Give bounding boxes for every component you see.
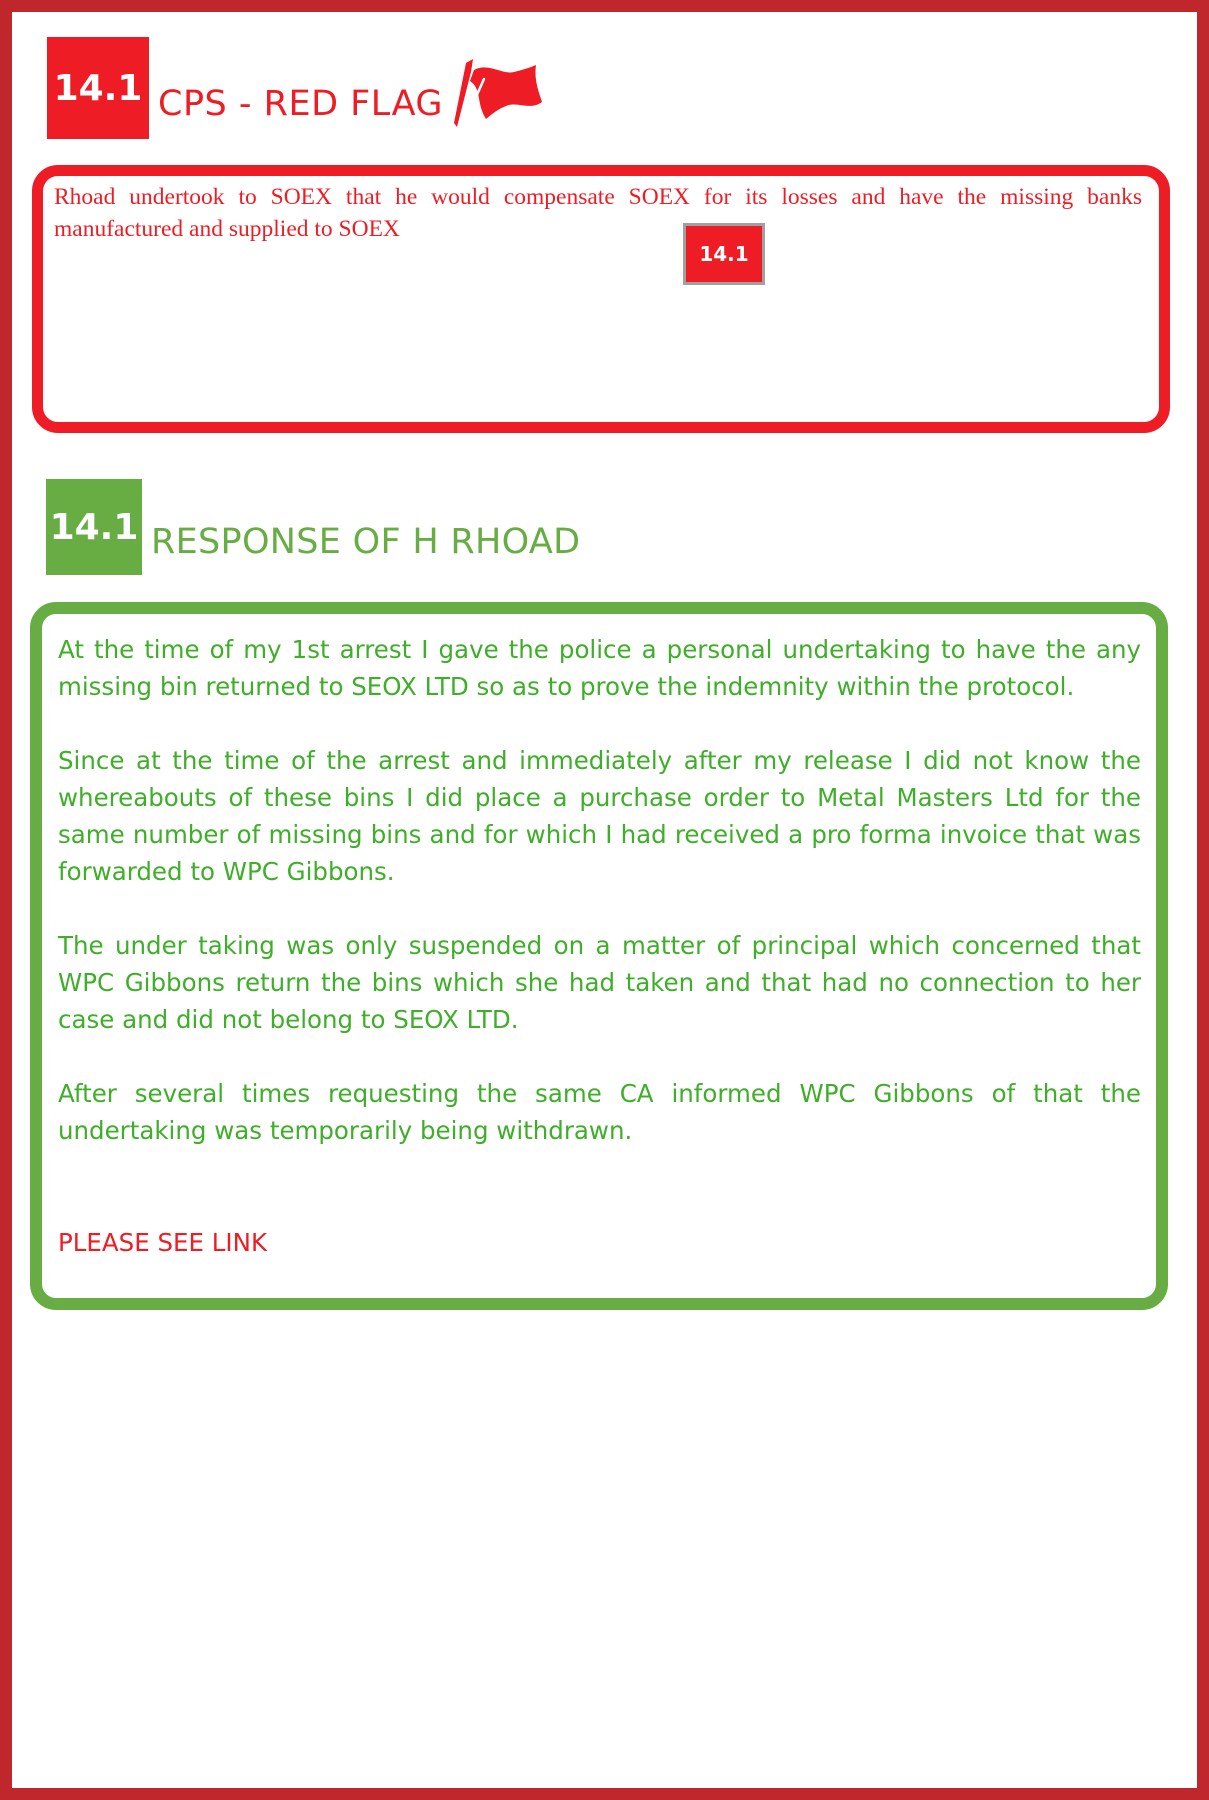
response-section-badge: 14.1	[46, 479, 142, 575]
response-paragraph-4: After several times requesting the same CA informed WPC Gibbons of that the undertaking was temporarily being withdrawn.	[58, 1079, 1141, 1145]
response-section-title: RESPONSE OF H RHOAD	[151, 522, 581, 562]
cps-section-badge: 14.1	[47, 37, 149, 139]
response-paragraph-3: The under taking was only suspended on a matter of principal which concerned that WPC Gibbons return the bins which she had taken and that had no connection to her case and did not belong to SEOX LTD.	[58, 931, 1141, 1034]
cps-statement-text: Rhoad undertook to SOEX that he would compensate SOEX for its losses and have the missing banks manufactured and supplied to SOEX	[54, 184, 1142, 242]
red-flag-icon	[454, 57, 544, 129]
see-link[interactable]: PLEASE SEE LINK	[58, 1228, 268, 1257]
cps-section-title: CPS - RED FLAG	[158, 84, 444, 124]
cps-reference-tag[interactable]: 14.1	[683, 223, 765, 285]
response-text	[58, 631, 1141, 1186]
response-paragraph-1: At the time of my 1st arrest I gave the police a personal undertaking to have the any missing bin returned to SEOX LTD so as to prove the indemnity within the protocol.	[58, 635, 1141, 701]
response-paragraph-2: Since at the time of the arrest and immediately after my release I did not know the whereabouts of these bins I did place a purchase order to Metal Masters Ltd for the same number of missing bins and for which I had received a pro forma invoice that was forwarded to WPC Gibbons.	[58, 746, 1141, 886]
